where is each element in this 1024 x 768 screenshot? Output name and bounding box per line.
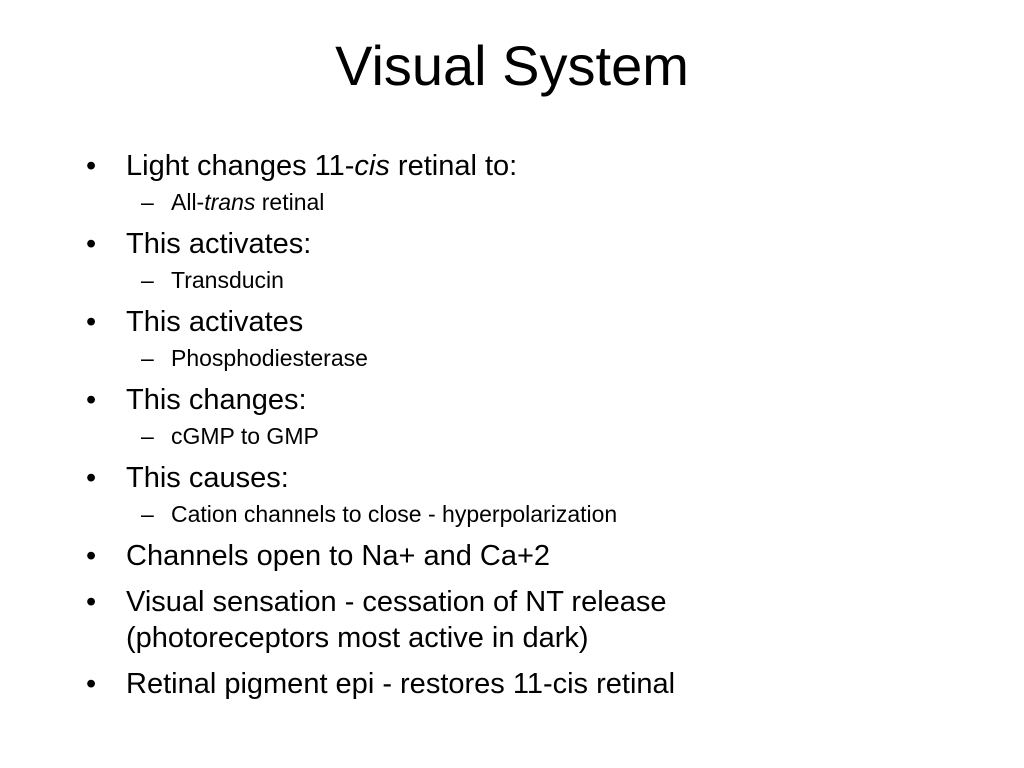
bullet-text: This changes:: [126, 384, 307, 416]
sub-bullet-text: Phosphodiesterase: [171, 345, 368, 371]
bullet-item: [86, 148, 966, 184]
sub-bullet-text: Transducin: [171, 267, 284, 293]
bullet-text: This activates:: [126, 228, 312, 260]
bullet-item: [86, 538, 966, 574]
bullet-text: retinal to:: [389, 150, 518, 182]
bullet-text: Light changes 11-: [126, 150, 355, 182]
sub-bullet-glyph: –: [141, 423, 154, 449]
sub-bullet-item: [86, 422, 966, 450]
sub-bullet-glyph: –: [141, 501, 154, 527]
bullet-glyph: •: [86, 306, 97, 338]
bullet-text: This causes:: [126, 462, 289, 494]
bullet-item: [86, 382, 966, 418]
sub-bullet-glyph: –: [141, 267, 154, 293]
sub-bullet-item: [86, 188, 966, 216]
sub-bullet-item: [86, 500, 966, 528]
bullet-item: [86, 304, 966, 340]
bullet-text-line: Visual sensation - cessation of NT release: [126, 586, 667, 618]
bullet-item: [86, 584, 966, 656]
bullet-glyph: •: [86, 540, 97, 572]
bullet-list: [86, 148, 966, 702]
sub-bullet-text: All-: [171, 189, 205, 215]
sub-bullet-text-italic: trans: [204, 189, 256, 215]
bullet-text-italic: cis: [354, 150, 390, 182]
bullet-text: This activates: [126, 306, 304, 338]
bullet-item: [86, 666, 966, 702]
bullet-glyph: •: [86, 668, 97, 700]
bullet-text: Channels open to Na+ and Ca+2: [126, 540, 551, 572]
bullet-glyph: •: [86, 228, 97, 260]
bullet-text: Retinal pigment epi - restores 11-cis retinal: [126, 668, 676, 700]
slide-title: Visual System: [335, 34, 689, 97]
sub-bullet-text: retinal: [255, 189, 325, 215]
sub-bullet-item: [86, 266, 966, 294]
bullet-item: [86, 460, 966, 496]
sub-bullet-item: [86, 344, 966, 372]
bullet-glyph: •: [86, 586, 97, 618]
sub-bullet-glyph: –: [141, 189, 154, 215]
sub-bullet-text: Cation channels to close - hyperpolarization: [171, 501, 618, 527]
bullet-glyph: •: [86, 150, 97, 182]
bullet-glyph: •: [86, 462, 97, 494]
bullet-text-line: (photoreceptors most active in dark): [126, 622, 589, 654]
bullet-glyph: •: [86, 384, 97, 416]
sub-bullet-glyph: –: [141, 345, 154, 371]
sub-bullet-text: cGMP to GMP: [171, 423, 319, 449]
bullet-item: [86, 226, 966, 262]
